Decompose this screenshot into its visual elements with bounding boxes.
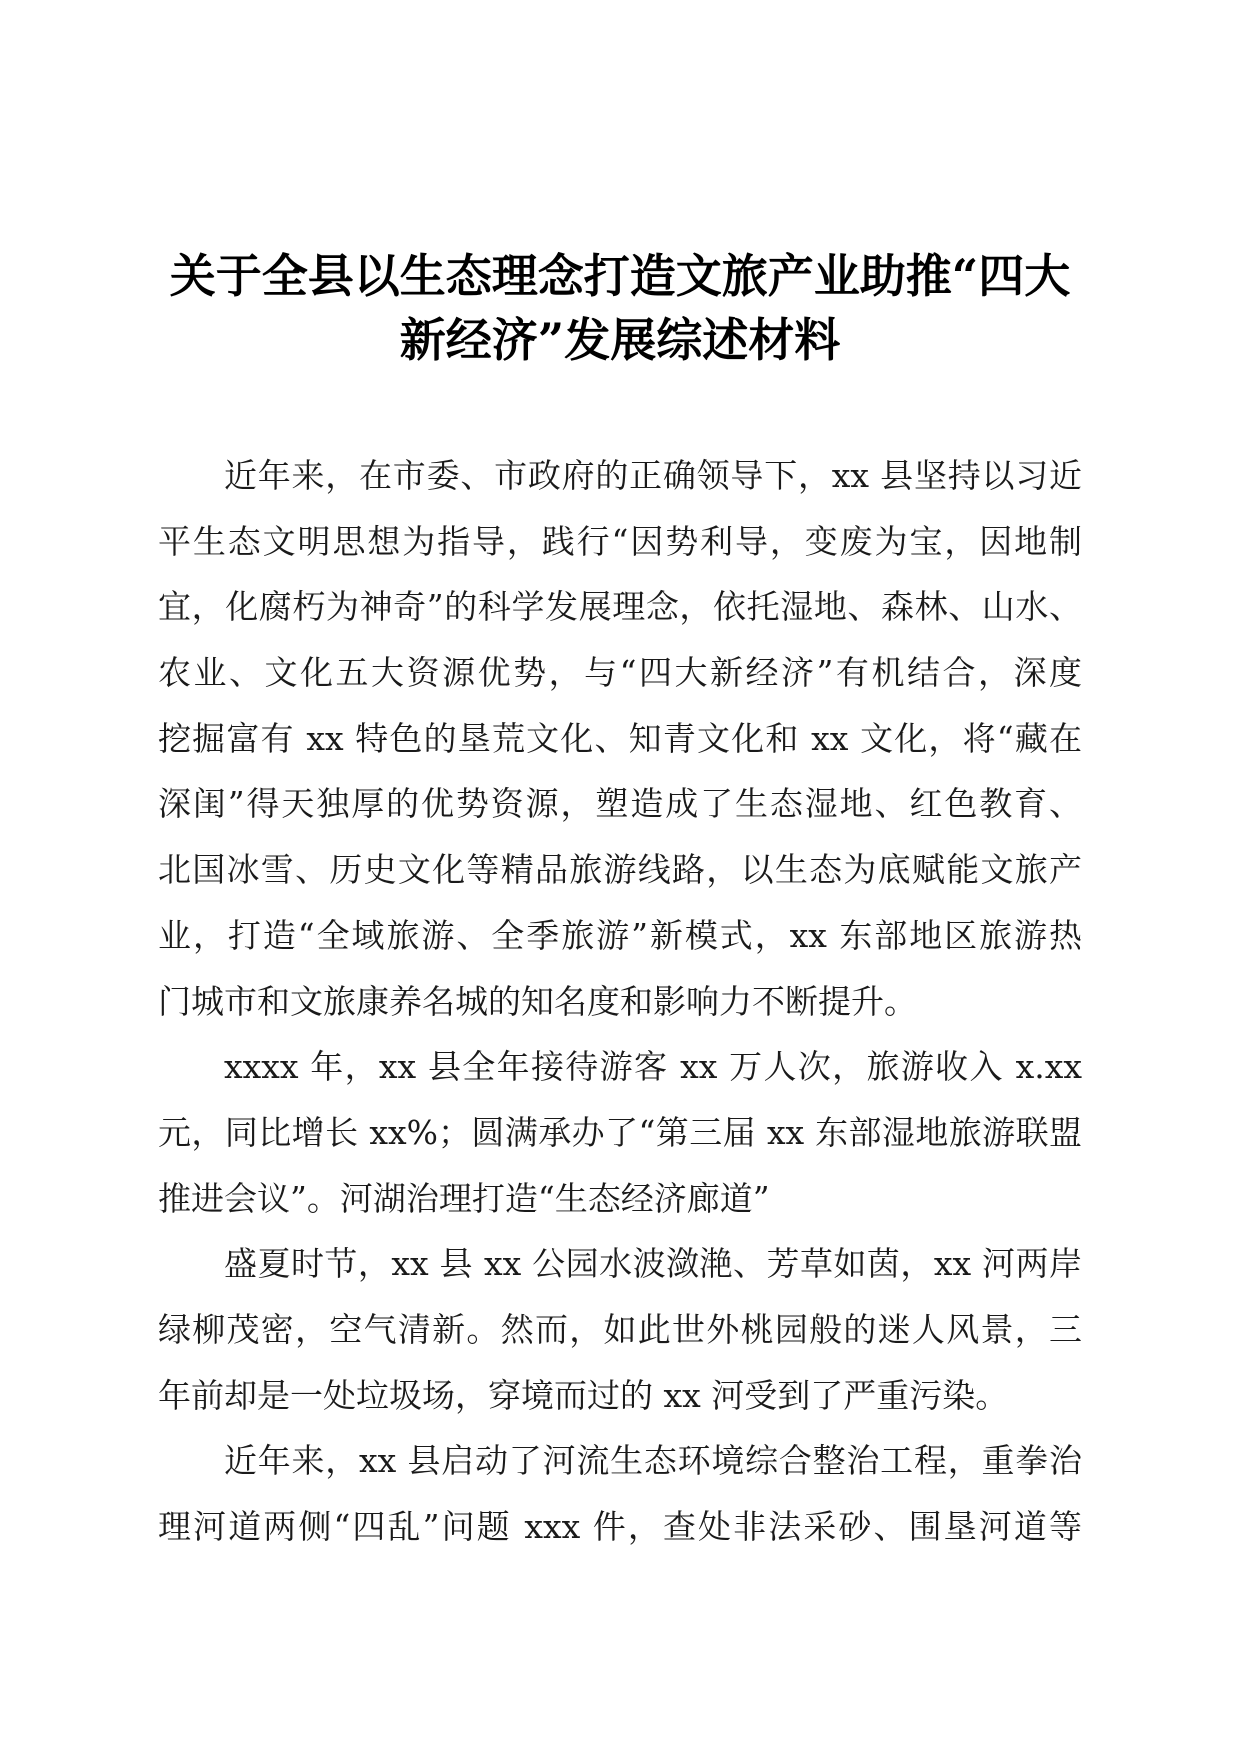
- text-line: xxxx 年，xx 县全年接待游客 xx 万人次，旅游收入 x.xx: [224, 1047, 1082, 1087]
- text-line: 平生态文明思想为指导，践行“因势利导，变废为宝，因地制: [158, 521, 1082, 561]
- document-title: [158, 244, 1082, 372]
- text-line: 理河道两侧“四乱”问题 xxx 件，查处非法采砂、围垦河道等: [158, 1507, 1082, 1546]
- body-paragraph-1: [158, 443, 1082, 1034]
- text-line: 盛夏时节，xx 县 xx 公园水波潋滟、芳草如茵，xx 河两岸: [224, 1244, 1082, 1284]
- text-line: 近年来，在市委、市政府的正确领导下，xx 县坚持以习近: [224, 456, 1082, 495]
- text-line: 深闺”得天独厚的优势资源，塑造成了生态湿地、红色教育、: [158, 784, 1082, 824]
- body-paragraph-4: [158, 1428, 1082, 1559]
- text-line: 业，打造“全域旅游、全季旅游”新模式，xx 东部地区旅游热: [158, 915, 1082, 955]
- text-line: 近年来，xx 县启动了河流生态环境综合整治工程，重拳治: [224, 1441, 1082, 1481]
- text-line: 农业、文化五大资源优势，与“四大新经济”有机结合，深度: [158, 653, 1082, 693]
- title-line-1: 关于全县以生态理念打造文旅产业助推“四大: [169, 249, 1071, 303]
- text-line: 挖掘富有 xx 特色的垦荒文化、知青文化和 xx 文化，将“藏在: [158, 718, 1082, 758]
- text-line: 绿柳茂密，空气清新。然而，如此世外桃园般的迷人风景，三: [158, 1309, 1082, 1349]
- title-line-2: 新经济”发展综述材料: [399, 313, 841, 367]
- text-line: 推进会议”。河湖治理打造“生态经济廊道”: [158, 1178, 770, 1218]
- text-line: 北国冰雪、历史文化等精品旅游线路，以生态为底赋能文旅产: [158, 850, 1082, 890]
- text-line: 宜，化腐朽为神奇”的科学发展理念，依托湿地、森林、山水、: [158, 587, 1082, 627]
- document-body: [158, 443, 1082, 1560]
- text-line: 门城市和文旅康养名城的知名度和影响力不断提升。: [158, 981, 917, 1021]
- body-paragraph-3: [158, 1231, 1082, 1428]
- text-line: 年前却是一处垃圾场，穿境而过的 xx 河受到了严重污染。: [158, 1375, 1009, 1415]
- body-paragraph-2: [158, 1034, 1082, 1231]
- text-line: 元，同比增长 xx%；圆满承办了“第三届 xx 东部湿地旅游联盟: [158, 1112, 1082, 1152]
